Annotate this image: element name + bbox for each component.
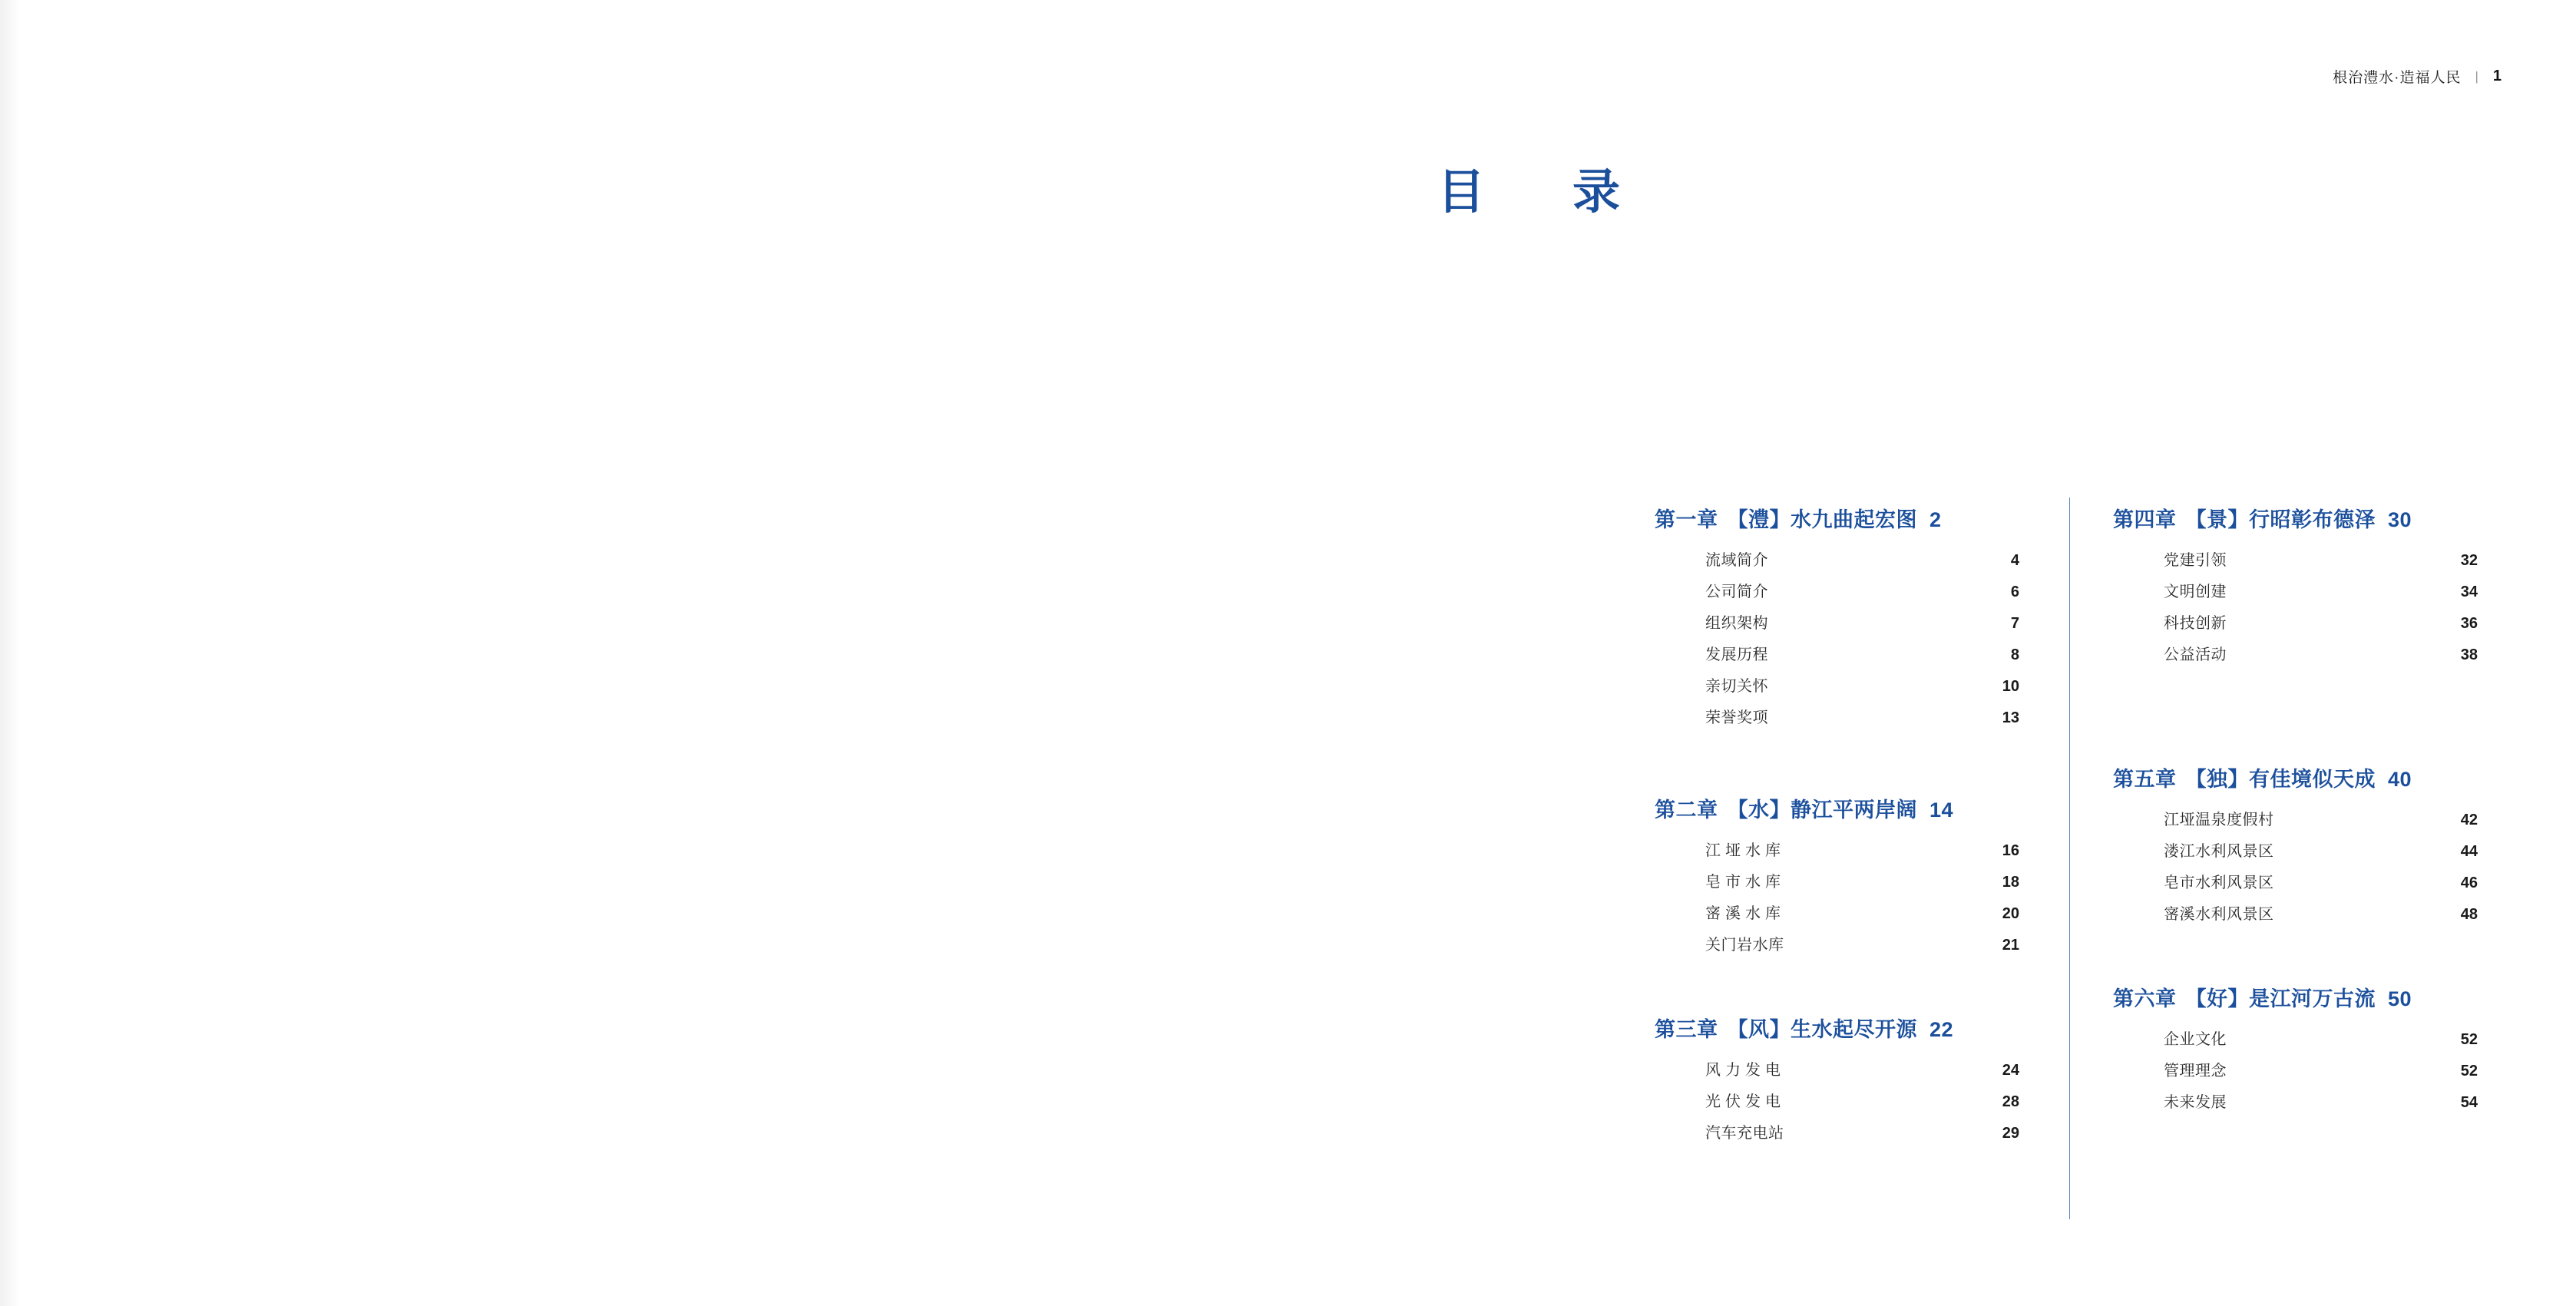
- toc-chapter[interactable]: [2113, 982, 2478, 1110]
- page-title: 目 录: [1437, 166, 1641, 219]
- chapter-label: 第六章: [2113, 987, 2177, 1010]
- entry-page: 20: [2002, 905, 2019, 922]
- entry-page: 54: [2460, 1094, 2478, 1111]
- entry-page: 52: [2460, 1031, 2478, 1048]
- toc-chapter[interactable]: [1655, 503, 2019, 726]
- chapter-name: 【好】是江河万古流: [2185, 987, 2376, 1010]
- toc-entry[interactable]: [2164, 1032, 2478, 1047]
- toc-entry[interactable]: [2164, 907, 2478, 922]
- chapter-heading[interactable]: [1655, 503, 2019, 533]
- toc-entry[interactable]: [2164, 875, 2478, 891]
- entry-page: 36: [2460, 615, 2478, 632]
- toc-entry[interactable]: [1705, 584, 2019, 600]
- entry-name: 关门岩水库: [1705, 937, 1784, 954]
- entry-name: 光伏发电: [1705, 1093, 1785, 1110]
- toc-chapter[interactable]: [2113, 503, 2478, 663]
- chapter-name: 【澧】水九曲起宏图: [1727, 508, 1917, 531]
- chapter-name: 【水】静江平两岸阔: [1727, 798, 1917, 822]
- entry-page: 21: [2002, 937, 2019, 954]
- entry-page: 34: [2460, 584, 2478, 600]
- entry-page: 44: [2460, 843, 2478, 860]
- entry-name: 宻溪水库: [1705, 905, 1785, 922]
- chapter-heading[interactable]: [2113, 982, 2478, 1012]
- toc-entry[interactable]: [1705, 937, 2019, 953]
- chapter-entries: [1655, 553, 2019, 726]
- entry-name: 流域简介: [1705, 552, 1768, 569]
- entry-page: 4: [2010, 552, 2019, 569]
- chapter-name: 【风】生水起尽开源: [1727, 1018, 1917, 1041]
- toc-chapter[interactable]: [2113, 762, 2478, 922]
- entry-name: 汽车充电站: [1705, 1125, 1784, 1142]
- toc-column-right: [2065, 503, 2478, 1141]
- chapter-label: 第三章: [1655, 1018, 1718, 1041]
- header-brand: 根治澧水·造福人民: [2333, 70, 2462, 86]
- toc-entry[interactable]: [1705, 1063, 2019, 1078]
- entry-page: 18: [2002, 874, 2019, 891]
- section-gap: [2113, 939, 2478, 982]
- section-gap: [1655, 970, 2019, 1013]
- chapter-page: 50: [2388, 987, 2412, 1010]
- chapter-page: 14: [1930, 798, 1954, 822]
- entry-name: 未来发展: [2164, 1094, 2227, 1111]
- toc-entry[interactable]: [2164, 553, 2478, 568]
- entry-name: 皂市水库: [1705, 874, 1785, 891]
- chapter-label: 第二章: [1655, 798, 1718, 822]
- chapter-name: 【景】行昭彰布德泽: [2185, 508, 2376, 531]
- toc-entry[interactable]: [2164, 584, 2478, 600]
- header-divider: |: [2475, 68, 2479, 84]
- chapter-page: 40: [2388, 768, 2412, 791]
- entry-page: 16: [2002, 842, 2019, 859]
- chapter-heading[interactable]: [2113, 762, 2478, 792]
- entry-page: 38: [2460, 646, 2478, 663]
- toc-column-left: [1655, 503, 2065, 1141]
- entry-name: 企业文化: [2164, 1031, 2227, 1048]
- entry-name: 党建引领: [2164, 552, 2227, 569]
- entry-page: 6: [2010, 584, 2019, 600]
- entry-page: 28: [2002, 1093, 2019, 1110]
- chapter-entries: [1655, 843, 2019, 953]
- toc-entry[interactable]: [1705, 553, 2019, 568]
- toc-columns: [1655, 503, 2507, 1141]
- toc-chapter[interactable]: [1655, 1013, 2019, 1141]
- toc-entry[interactable]: [1705, 875, 2019, 890]
- section-gap: [1655, 742, 2019, 793]
- chapter-entries: [2113, 553, 2478, 663]
- entry-name: 组织架构: [1705, 615, 1768, 632]
- entry-name: 公益活动: [2164, 646, 2227, 663]
- toc-entry[interactable]: [2164, 1063, 2478, 1079]
- toc-entry[interactable]: [1705, 843, 2019, 858]
- toc-chapter[interactable]: [1655, 793, 2019, 953]
- entry-page: 32: [2460, 552, 2478, 569]
- entry-name: 宻溪水利风景区: [2164, 906, 2274, 923]
- entry-name: 风力发电: [1705, 1062, 1785, 1079]
- chapter-entries: [1655, 1063, 2019, 1141]
- entry-page: 24: [2002, 1062, 2019, 1079]
- entry-name: 荣誉奖项: [1705, 709, 1768, 726]
- entry-name: 公司简介: [1705, 584, 1768, 600]
- entry-page: 10: [2002, 678, 2019, 695]
- chapter-heading[interactable]: [1655, 793, 2019, 823]
- entry-name: 文明创建: [2164, 584, 2227, 600]
- toc-entry[interactable]: [1705, 710, 2019, 726]
- toc-entry[interactable]: [1705, 906, 2019, 921]
- entry-page: 42: [2460, 812, 2478, 828]
- entry-name: 溇江水利风景区: [2164, 843, 2274, 860]
- toc-entry[interactable]: [2164, 616, 2478, 631]
- chapter-heading[interactable]: [2113, 503, 2478, 533]
- entry-page: 7: [2010, 615, 2019, 632]
- chapter-label: 第四章: [2113, 508, 2177, 531]
- page-header: [2333, 66, 2502, 87]
- entry-name: 亲切关怀: [1705, 678, 1768, 695]
- chapter-label: 第五章: [2113, 768, 2177, 791]
- chapter-label: 第一章: [1655, 508, 1718, 531]
- chapter-entries: [2113, 1032, 2478, 1110]
- chapter-heading[interactable]: [1655, 1013, 2019, 1043]
- toc-entry[interactable]: [1705, 616, 2019, 631]
- header-page-number: 1: [2492, 68, 2502, 84]
- entry-name: 江垭温泉度假村: [2164, 812, 2274, 828]
- section-gap: [2113, 679, 2478, 762]
- entry-name: 科技创新: [2164, 615, 2227, 632]
- chapter-name: 【独】有佳境似天成: [2185, 768, 2376, 791]
- chapter-page: 22: [1930, 1018, 1954, 1041]
- entry-page: 48: [2460, 906, 2478, 923]
- entry-name: 江垭水库: [1705, 842, 1785, 859]
- entry-name: 发展历程: [1705, 646, 1768, 663]
- toc-entry[interactable]: [2164, 812, 2478, 828]
- entry-page: 52: [2460, 1063, 2478, 1080]
- toc-entry[interactable]: [2164, 844, 2478, 859]
- chapter-page: 2: [1930, 508, 1942, 531]
- chapter-page: 30: [2388, 508, 2412, 531]
- toc-entry[interactable]: [2164, 1095, 2478, 1110]
- entry-page: 29: [2002, 1125, 2019, 1142]
- toc-entry[interactable]: [2164, 647, 2478, 663]
- page-spine-shadow: [0, 0, 20, 1306]
- entry-page: 13: [2002, 709, 2019, 726]
- entry-page: 46: [2460, 875, 2478, 891]
- entry-name: 管理理念: [2164, 1063, 2227, 1080]
- toc-entry[interactable]: [1705, 647, 2019, 663]
- toc-entry[interactable]: [1705, 1126, 2019, 1141]
- chapter-entries: [2113, 812, 2478, 922]
- entry-name: 皂市水利风景区: [2164, 875, 2274, 891]
- toc-entry[interactable]: [1705, 679, 2019, 694]
- toc-entry[interactable]: [1705, 1094, 2019, 1109]
- entry-page: 8: [2010, 646, 2019, 663]
